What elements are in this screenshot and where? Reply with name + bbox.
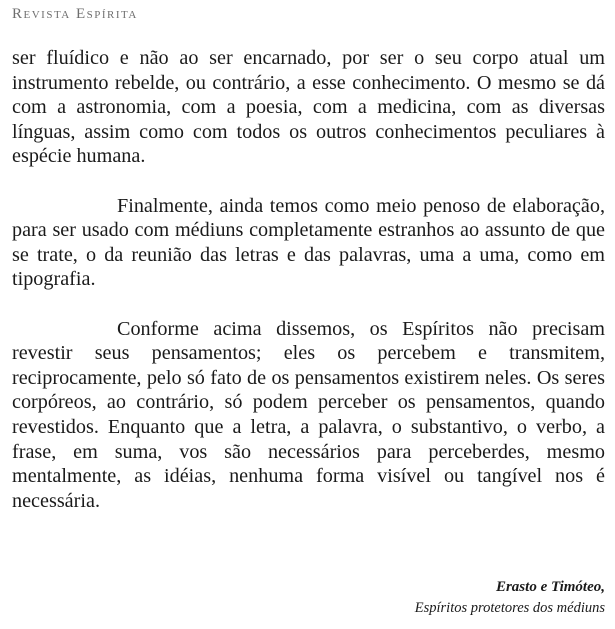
signature-block — [415, 577, 605, 619]
paragraph-conforme: Conforme acima dissemos, os Espíritos não precisam revestir seus pensamentos; eles os percebem e transmitem, reciprocamente, pelo só fato de os pensamentos existirem neles. Os seres corpóreos, ao contrário, só podem perceber os pensamentos, quando revestidos. Enquanto que a letra, a palavra, o substantivo, o verbo, a frase, em suma, vos são necessários para perceberdes, mesmo mentalmente, as idéias, nenhuma forma visível ou tangível nos é necessária. — [12, 317, 605, 512]
paragraph-finalmente: Finalmente, ainda temos como meio penoso de elaboração, para ser usado com médiuns completamente estranhos ao assunto de que se trate, o da reunião das letras e das palavras, uma a uma, como em tipografia. — [12, 194, 605, 291]
signature-role: Espíritos protetores dos médiuns — [414, 600, 605, 616]
signature-name: Erasto e Timóteo, — [495, 579, 605, 595]
article-body — [12, 46, 605, 513]
running-header: Revista Espírita — [12, 6, 138, 22]
paragraph-continuation: ser fluídico e não ao ser encarnado, por ser o seu corpo atual um instrumento rebelde, ou contrário, a esse conhecimento. O mesmo se dá com a astronomia, com a poesia, com a medicina, com as diversas línguas, assim como com todos os outros conhecimentos peculiares à espécie humana. — [12, 47, 605, 168]
